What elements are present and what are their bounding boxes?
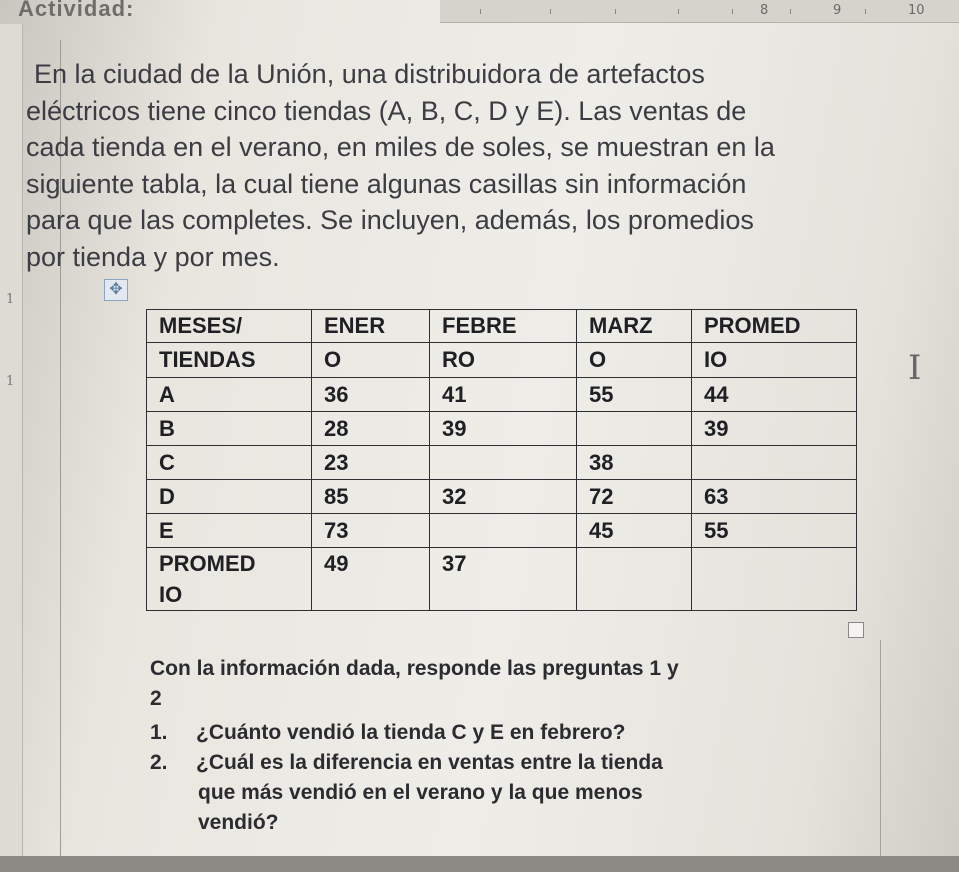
table-row: [147, 378, 857, 412]
paragraph-line: para que las completes. Se incluyen, además, los promedios: [26, 205, 754, 235]
question-2: [150, 748, 870, 838]
table-cell[interactable]: [430, 446, 577, 480]
paragraph-line: por tienda y por mes.: [26, 241, 280, 272]
paragraph-line: cada tienda en el verano, en miles de soles, se muestran en la: [26, 132, 775, 162]
instructions: [150, 654, 890, 714]
table-cell[interactable]: 39: [692, 412, 857, 446]
table-cell[interactable]: 45: [577, 514, 692, 548]
table-header-row: [147, 310, 857, 343]
horizontal-ruler[interactable]: [440, 0, 959, 23]
table-cell[interactable]: [430, 514, 577, 548]
table-cell[interactable]: 28: [312, 412, 430, 446]
ruler-number: 8: [760, 3, 769, 18]
table-cell[interactable]: 73: [312, 514, 430, 548]
table-cell[interactable]: C: [147, 446, 312, 480]
ruler-number: 10: [908, 3, 925, 18]
table-cell[interactable]: [430, 580, 577, 611]
header-cell[interactable]: ENER: [312, 310, 430, 343]
table-cell[interactable]: E: [147, 514, 312, 548]
table-cell[interactable]: 63: [692, 480, 857, 514]
table-cell[interactable]: 38: [577, 446, 692, 480]
question-text: vendió?: [198, 811, 279, 834]
instruction-line: 2: [150, 687, 162, 710]
table-resize-handle-icon[interactable]: [848, 622, 864, 638]
table-cell[interactable]: 55: [577, 378, 692, 412]
header-cell[interactable]: TIENDAS: [147, 343, 312, 378]
table-cell[interactable]: A: [147, 378, 312, 412]
table-cell[interactable]: IO: [147, 580, 312, 611]
table-row: [147, 446, 857, 480]
table-cell[interactable]: 37: [430, 548, 577, 581]
text-cursor-icon: I: [908, 348, 922, 388]
header-cell[interactable]: RO: [430, 343, 577, 378]
ruler-number: 1: [6, 292, 15, 307]
question-1: [150, 718, 870, 748]
table-cell[interactable]: 85: [312, 480, 430, 514]
table-row: [147, 480, 857, 514]
table-row-promedio: [147, 548, 857, 581]
header-cell[interactable]: FEBRE: [430, 310, 577, 343]
header-cell[interactable]: MESES/: [147, 310, 312, 343]
question-text: ¿Cuánto vendió la tienda C y E en febrero?: [196, 721, 626, 744]
sales-table: [146, 309, 857, 611]
table-cell[interactable]: 44: [692, 378, 857, 412]
table-cell[interactable]: 39: [430, 412, 577, 446]
table-cell[interactable]: 23: [312, 446, 430, 480]
header-cell[interactable]: PROMED: [692, 310, 857, 343]
ruler-number: 9: [833, 3, 842, 18]
question-number: 2.: [150, 751, 168, 774]
table-cell[interactable]: B: [147, 412, 312, 446]
table-row: [147, 412, 857, 446]
header-cell[interactable]: O: [312, 343, 430, 378]
header-cell[interactable]: IO: [692, 343, 857, 378]
table-header-row: [147, 343, 857, 378]
table-move-handle-icon[interactable]: ✥: [104, 279, 128, 301]
table-cell[interactable]: [577, 412, 692, 446]
question-number: 1.: [150, 721, 168, 744]
problem-paragraph: [26, 56, 926, 275]
bottom-bar: [0, 856, 959, 872]
table-cell[interactable]: [577, 548, 692, 581]
table-cell[interactable]: 32: [430, 480, 577, 514]
paragraph-line: eléctricos tiene cinco tiendas (A, B, C, D y E). Las ventas de: [26, 95, 747, 126]
table-cell[interactable]: 55: [692, 514, 857, 548]
table-cell[interactable]: [312, 580, 430, 611]
question-text: que más vendió en el verano y la que menos: [198, 781, 643, 804]
header-cell[interactable]: O: [577, 343, 692, 378]
table-cell[interactable]: 49: [312, 548, 430, 581]
paragraph-line: siguiente tabla, la cual tiene algunas casillas sin información: [26, 168, 747, 199]
header-cell[interactable]: MARZ: [577, 310, 692, 343]
activity-heading: Actividad:: [18, 0, 135, 21]
table-cell[interactable]: D: [147, 480, 312, 514]
instruction-line: Con la información dada, responde las preguntas 1 y: [150, 657, 679, 680]
table-cell[interactable]: 41: [430, 378, 577, 412]
question-text: ¿Cuál es la diferencia en ventas entre la tienda: [196, 751, 663, 774]
table-cell[interactable]: [692, 548, 857, 581]
table-cell[interactable]: [577, 580, 692, 611]
table-cell[interactable]: [692, 446, 857, 480]
table-cell[interactable]: 72: [577, 480, 692, 514]
vertical-ruler[interactable]: [0, 24, 23, 864]
paragraph-line: En la ciudad de la Unión, una distribuidora de artefactos: [34, 59, 705, 89]
table-row: [147, 514, 857, 548]
table-cell[interactable]: [692, 580, 857, 611]
table-cell[interactable]: 36: [312, 378, 430, 412]
ruler-number: 1: [6, 374, 15, 389]
table-row-promedio: [147, 580, 857, 611]
table-cell[interactable]: PROMED: [147, 548, 312, 581]
